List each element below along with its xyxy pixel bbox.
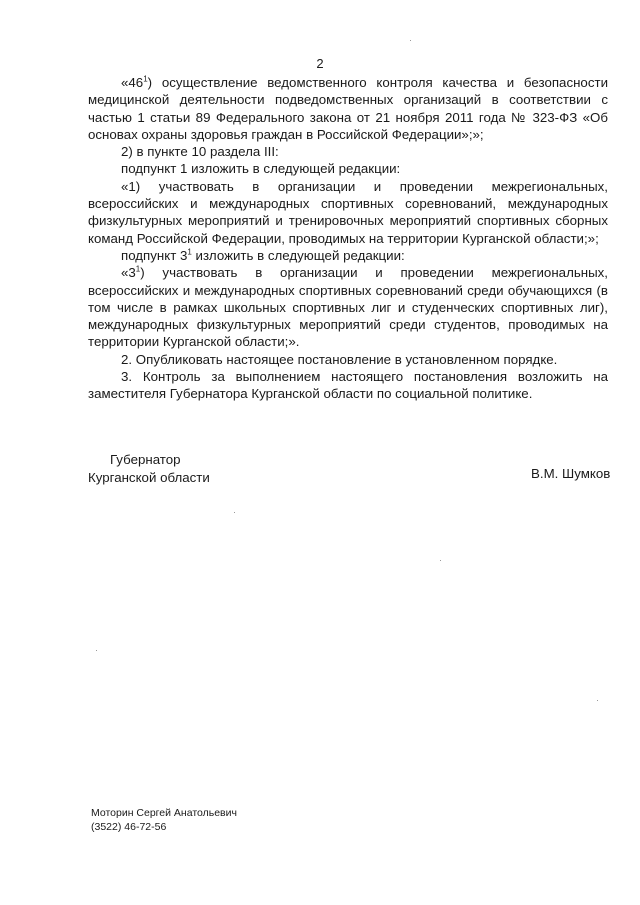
signature-name: В.М. Шумков — [531, 466, 611, 481]
executor-info — [91, 806, 237, 834]
signature-title-line1: Губернатор — [110, 452, 181, 467]
scan-speck — [440, 560, 441, 561]
paragraph-control: 3. Контроль за выполнением настоящего постановления возложить на заместителя Губернатора Курганской области по социальной политике. — [88, 369, 608, 402]
paragraph-subpoint-3-1-text: «$3^1$) участвовать в организации и проведении межрегиональных, всероссийских и международных спортивных соревнований среди обучающихся (в том числе в рамках школьных спортивных лиг и студенческих спортивных лиг), международных физкультурных мероприятий среди студентов, проводимых на территории Курганской области;». — [88, 264, 608, 350]
scan-speck — [96, 650, 97, 651]
paragraph-46-1: «$46^1$) осуществление ведомственного контроля качества и безопасности медицинской деятельности подведомственных организаций в соответствии с частью 1 статьи 89 Федерального закона от 21 ноября 2011 года № 323-ФЗ «Об основах охраны здоровья граждан в Российской Федерации»;»; — [88, 74, 608, 142]
scan-speck — [410, 40, 411, 41]
executor-name: Моторин Сергей Анатольевич — [91, 807, 237, 819]
scan-speck — [597, 700, 598, 701]
paragraph-point-2: 2) в пункте 10 раздела III: — [121, 144, 279, 160]
paragraph-subpoint-1-intro: подпункт 1 изложить в следующей редакции: — [121, 161, 401, 177]
executor-phone: (3522) 46-72-56 — [91, 821, 167, 833]
page-number: 2 — [316, 56, 324, 71]
paragraph-publish: 2. Опубликовать настоящее постановление в установленном порядке. — [121, 351, 558, 367]
paragraph-subpoint-3-1-intro: подпункт $3^1$ изложить в следующей редакции: — [121, 247, 405, 263]
scan-speck — [234, 512, 235, 513]
paragraph-subpoint-1-text: «1) участвовать в организации и проведении межрегиональных, всероссийских и международных спортивных соревнований, международных физкультурных мероприятий и тренировочных мероприятий спортивных сборных команд Российской Федерации, проводимых на территории Курганской области;»; — [88, 178, 608, 246]
signature-title — [88, 451, 210, 486]
document-body — [88, 74, 608, 403]
signature-title-line2: Курганской области — [88, 469, 210, 485]
